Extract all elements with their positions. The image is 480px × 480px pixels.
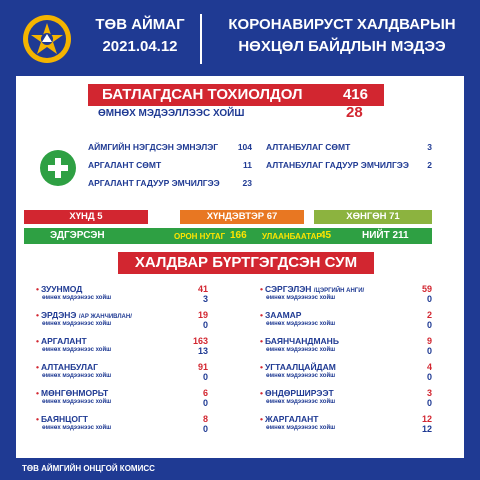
hospital-name: АРГАЛАНТ СӨМТ <box>88 160 162 170</box>
bullet: • <box>36 362 39 372</box>
sum-name: ЖАРГАЛАНТ <box>264 414 319 424</box>
sum-new: 0 <box>202 398 208 408</box>
bullet: • <box>36 310 39 320</box>
sum-name: ЗУУНМОД <box>40 284 83 294</box>
sum-new: 3 <box>202 294 208 304</box>
sum-item <box>260 284 432 308</box>
sum-since-label: өмнөх мэдээнээс хойш <box>266 295 336 301</box>
sum-name: АРГАЛАНТ <box>40 336 87 346</box>
report-title-line2: НӨХЦӨЛ БАЙДЛЫН МЭДЭЭ <box>238 38 446 55</box>
sum-total: 163 <box>192 336 208 346</box>
sum-since-label: өмнөх мэдээнээс хойш <box>266 347 336 353</box>
sum-item <box>260 310 432 334</box>
hospital-name: АЛТАНБУЛАГ СӨМТ <box>266 142 351 152</box>
sum-new: 0 <box>426 346 432 356</box>
confirmed-cases-bar <box>88 84 384 106</box>
confirmed-value: 416 <box>342 86 368 103</box>
bullet: • <box>36 388 39 398</box>
sum-since-label: өмнөх мэдээнээс хойш <box>266 373 336 379</box>
content-panel <box>16 76 464 458</box>
hospital-row <box>266 160 432 170</box>
bullet: • <box>260 284 263 294</box>
sum-item <box>36 336 208 360</box>
sum-name: СЭРГЭЛЭН <box>264 284 312 294</box>
sum-item <box>260 362 432 386</box>
bullet: • <box>36 284 39 294</box>
sum-since-label: өмнөх мэдээнээс хойш <box>42 373 112 379</box>
hospital-name: АЛТАНБУЛАГ ГАДУУР ЭМЧИЛГЭЭ <box>266 160 409 170</box>
sum-since-label: өмнөх мэдээнээс хойш <box>42 347 112 353</box>
bullet: • <box>260 362 263 372</box>
sum-since-label: өмнөх мэдээнээс хойш <box>42 399 112 405</box>
sum-since-label: өмнөх мэдээнээс хойш <box>266 399 336 405</box>
recovered-bar <box>24 228 432 244</box>
hospital-count: 104 <box>237 142 252 152</box>
local-label: ОРОН НУТАГ <box>174 232 226 241</box>
sum-total: 4 <box>426 362 432 372</box>
sum-new: 0 <box>426 372 432 382</box>
sum-new: 0 <box>202 424 208 434</box>
sum-item <box>36 310 208 334</box>
sum-total: 59 <box>421 284 432 294</box>
bullet: • <box>260 388 263 398</box>
hospital-row <box>88 178 252 188</box>
sum-since-label: өмнөх мэдээнээс хойш <box>42 295 112 301</box>
sum-new: 13 <box>197 346 208 356</box>
sum-item <box>36 362 208 386</box>
mild-badge: ХӨНГӨН 71 <box>314 210 432 224</box>
bullet: • <box>36 414 39 424</box>
hospital-count: 23 <box>242 178 252 188</box>
sum-name: МӨНГӨНМОРЬТ <box>40 388 109 398</box>
ub-value: 45 <box>320 230 332 241</box>
hospital-name: АРГАЛАНТ ГАДУУР ЭМЧИЛГЭЭ <box>88 178 220 188</box>
sum-item <box>36 388 208 412</box>
sum-new: 12 <box>421 424 432 434</box>
sum-total: 3 <box>426 388 432 398</box>
sum-total: 41 <box>197 284 208 294</box>
sum-name: УГТААЛЦАЙДАМ <box>264 362 336 372</box>
sum-new: 0 <box>426 398 432 408</box>
hospital-row <box>88 160 252 170</box>
sum-new: 0 <box>426 294 432 304</box>
hospital-row <box>88 142 252 152</box>
sum-total: 12 <box>421 414 432 424</box>
sum-since-label: өмнөх мэдээнээс хойш <box>266 425 336 431</box>
sum-item <box>260 388 432 412</box>
hospital-count: 2 <box>427 160 432 170</box>
report-date: 2021.04.12 <box>102 38 178 55</box>
report-title-line1: КОРОНАВИРУСТ ХАЛДВАРЫН <box>228 16 456 33</box>
sum-name: АЛТАНБУЛАГ <box>40 362 98 372</box>
hospital-count: 11 <box>243 160 252 170</box>
sum-name: ӨНДӨРШИРЭЭТ <box>264 388 334 398</box>
bullet: • <box>260 310 263 320</box>
severe-badge: ХҮНД 5 <box>24 210 148 224</box>
sum-item <box>36 414 208 438</box>
bullet: • <box>260 336 263 346</box>
bullet: • <box>36 336 39 346</box>
sum-extra: /АР ЖАНЧИВЛАН/ <box>78 314 132 320</box>
sum-since-label: өмнөх мэдээнээс хойш <box>266 321 336 327</box>
sum-since-label: өмнөх мэдээнээс хойш <box>42 425 112 431</box>
header <box>0 0 480 76</box>
sum-total: 8 <box>202 414 208 424</box>
hospital-row <box>266 142 432 152</box>
sum-name: БАЯНЦОГТ <box>40 414 88 424</box>
bullet: • <box>260 414 263 424</box>
confirmed-since-label: ӨМНӨХ МЭДЭЭЛЛЭЭС ХОЙШ <box>98 108 245 119</box>
sum-new: 0 <box>202 320 208 330</box>
total-recovered: НИЙТ 211 <box>362 230 409 241</box>
local-value: 166 <box>230 230 247 241</box>
sum-name: БАЯНЧАНДМАНЬ <box>264 336 339 346</box>
confirmed-label: БАТЛАГДСАН ТОХИОЛДОЛ <box>102 86 303 103</box>
sum-total: 2 <box>426 310 432 320</box>
header-right <box>212 14 472 58</box>
sum-section-title: ХАЛДВАР БҮРТГЭГДСЭН СУМ <box>118 252 374 274</box>
emergency-emblem-icon <box>22 14 72 64</box>
sum-total: 9 <box>426 336 432 346</box>
sum-new: 0 <box>426 320 432 330</box>
sum-since-label: өмнөх мэдээнээс хойш <box>42 321 112 327</box>
sum-name: ЗААМАР <box>264 310 302 320</box>
confirmed-since-value: 28 <box>346 104 363 121</box>
aimag-title: ТӨВ АЙМАГ <box>95 16 185 33</box>
sum-total: 91 <box>197 362 208 372</box>
header-left <box>84 14 196 58</box>
sum-item <box>260 336 432 360</box>
sum-new: 0 <box>202 372 208 382</box>
recovered-label: ЭДГЭРСЭН <box>50 230 105 241</box>
medical-plus-icon <box>40 150 76 186</box>
moderate-badge: ХҮНДЭВТЭР 67 <box>180 210 304 224</box>
sum-total: 19 <box>197 310 208 320</box>
hospital-name: АЙМГИЙН НЭГДСЭН ЭМНЭЛЭГ <box>88 142 219 152</box>
ub-label: УЛААНБААТАР <box>262 232 322 241</box>
sum-item <box>36 284 208 308</box>
footer-commission: ТӨВ АЙМГИЙН ОНЦГОЙ КОМИСС <box>22 464 155 473</box>
sum-item <box>260 414 432 438</box>
hospital-count: 3 <box>427 142 432 152</box>
sum-total: 6 <box>202 388 208 398</box>
sum-extra: /ЦЭРГИЙН АНГИ/ <box>313 288 365 294</box>
sum-name: ЭРДЭНЭ <box>40 310 77 320</box>
header-divider <box>200 14 202 64</box>
